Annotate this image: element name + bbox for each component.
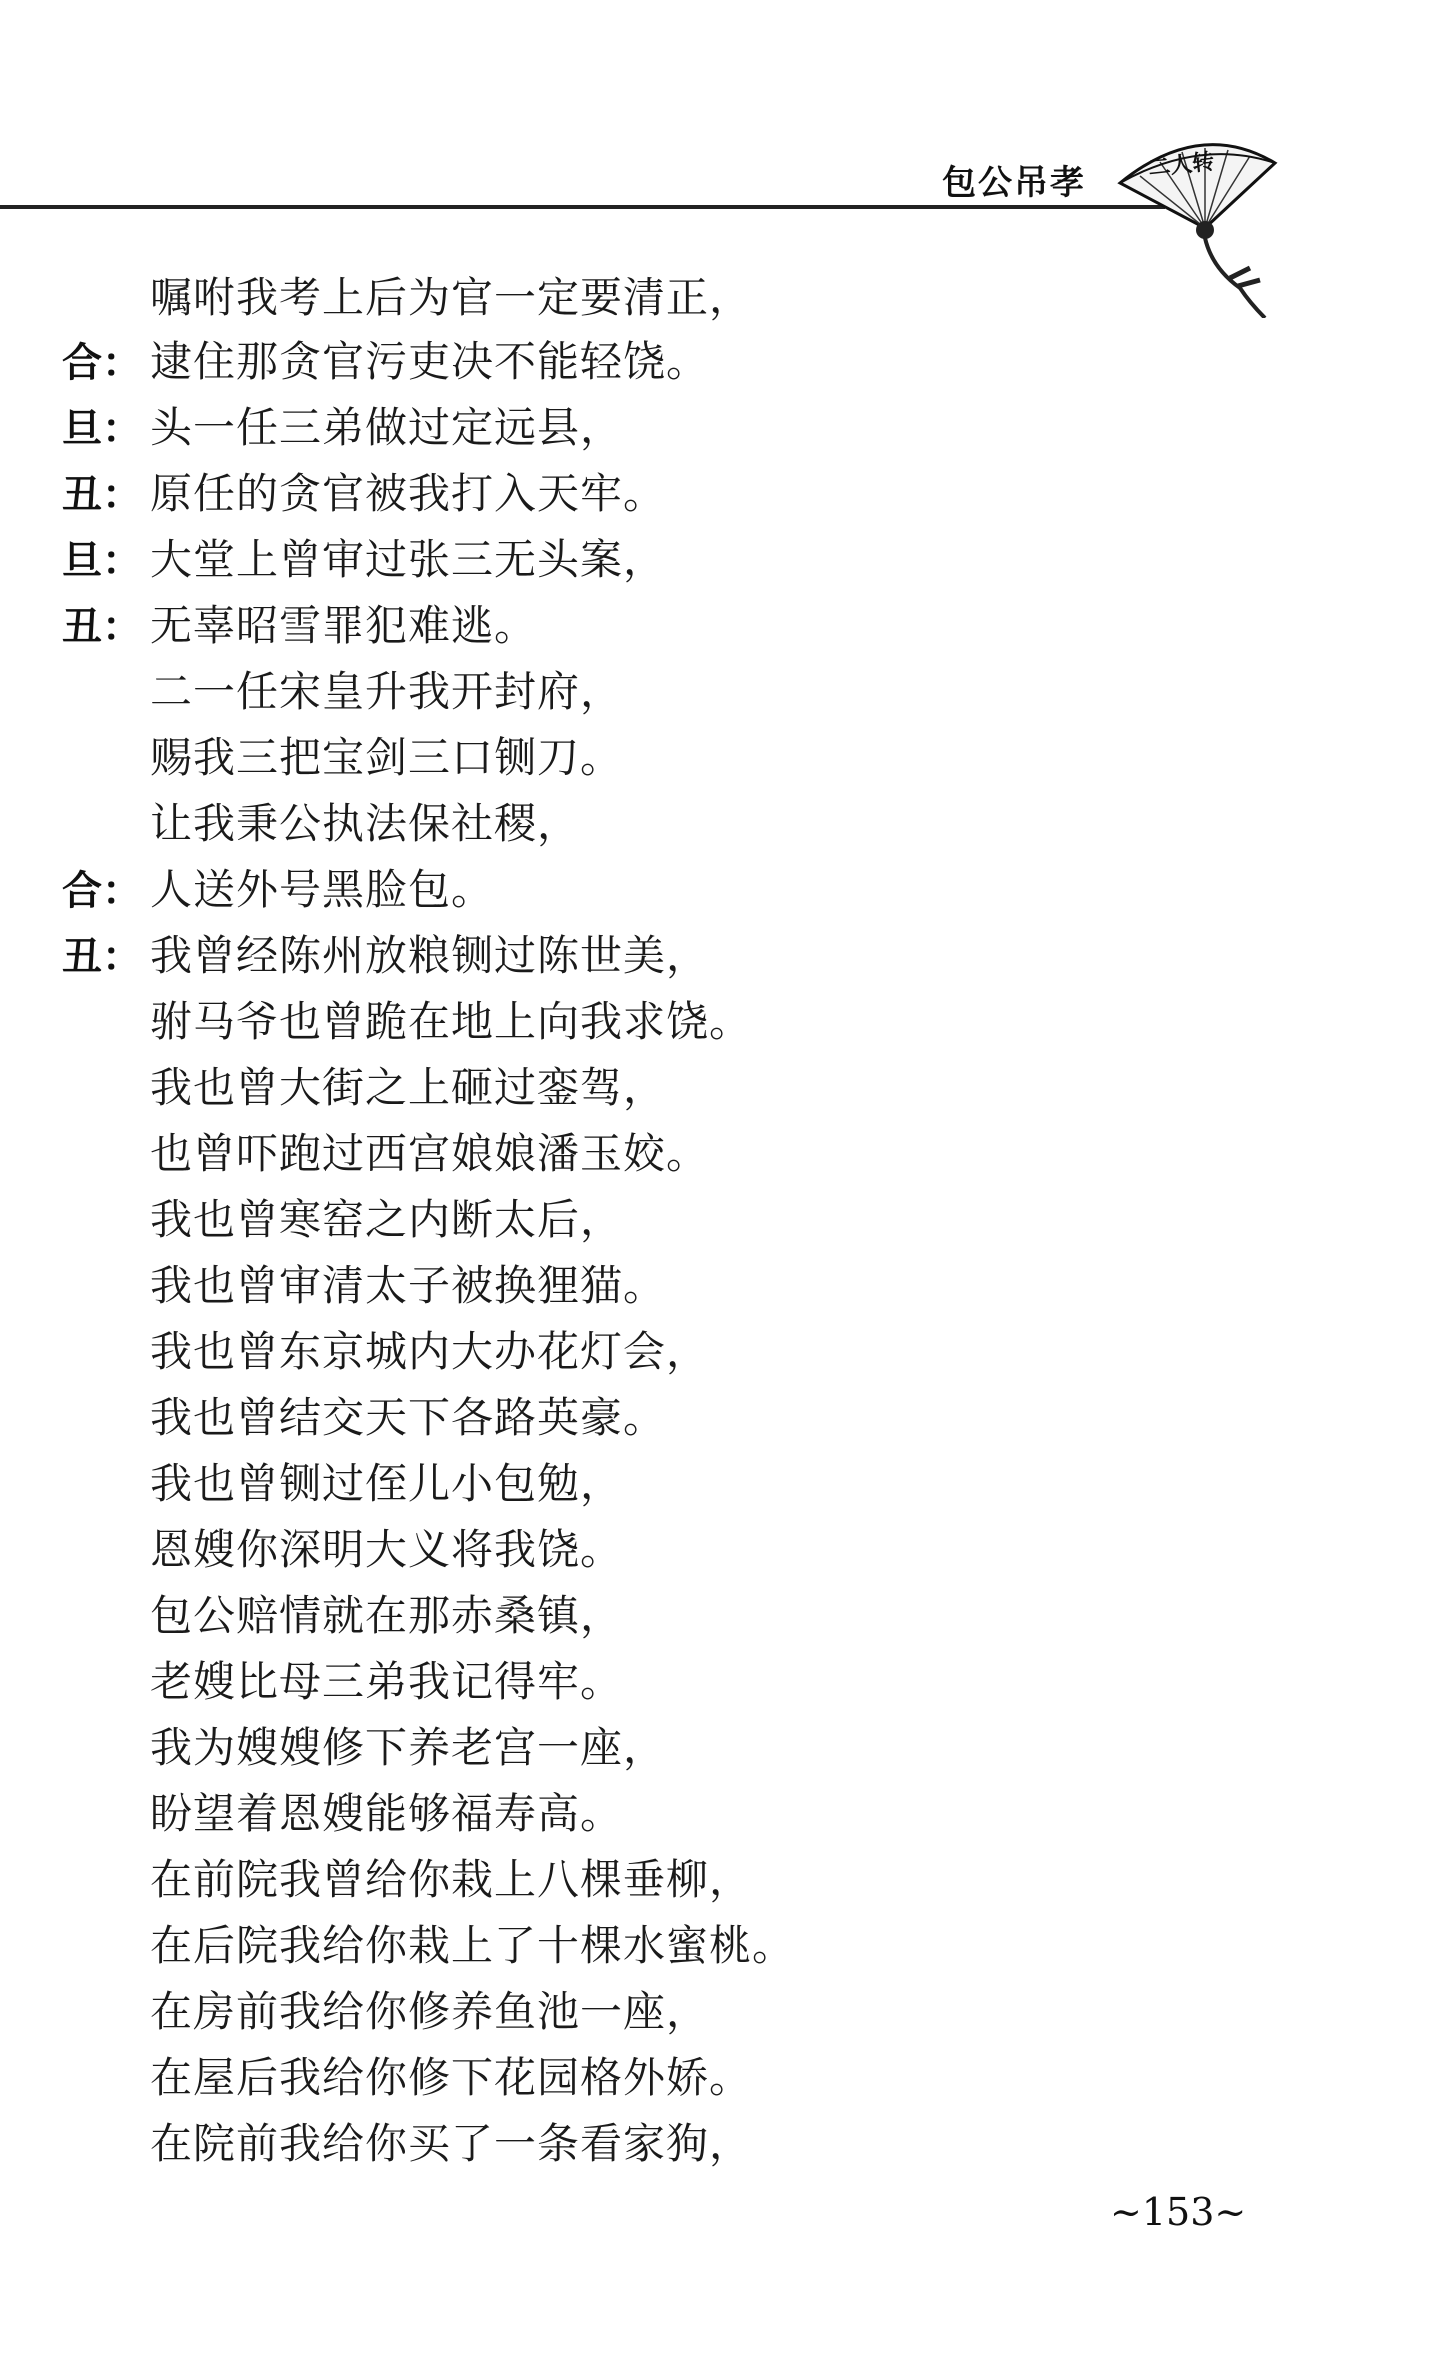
speaker-label: 合： (62, 339, 142, 386)
verse-text: 头一任三弟做过定远县， (150, 403, 624, 452)
verse-line (62, 1382, 666, 1448)
verse-line (62, 920, 709, 986)
verse-text: 我也曾结交天下各路英豪。 (150, 1393, 667, 1442)
verse-text: 驸马爷也曾跪在地上向我求饶。 (150, 997, 753, 1046)
verse-text: 我曾经陈州放粮铡过陈世美， (150, 931, 710, 980)
verse-text: 无辜昭雪罪犯难逃。 (150, 601, 538, 650)
running-head-title: 包公吊孝 (942, 163, 1086, 203)
verse-line (62, 854, 494, 920)
verse-line (62, 1448, 623, 1514)
verse-line (62, 656, 623, 722)
verse-line (62, 1580, 623, 1646)
verse-text: 我也曾大街之上砸过銮驾， (150, 1063, 667, 1112)
page-number: ~153~ (1110, 2190, 1247, 2234)
speaker-label: 合： (62, 867, 142, 914)
verse-line (62, 1316, 709, 1382)
verse-line (62, 1976, 709, 2042)
verse-text: 我为嫂嫂修下养老宫一座， (150, 1723, 667, 1772)
verse-line (62, 1712, 666, 1778)
verse-line (62, 1910, 795, 1976)
verse-text: 我也曾东京城内大办花灯会， (150, 1327, 710, 1376)
verse-line (62, 1052, 666, 1118)
verse-text: 在后院我给你栽上了十棵水蜜桃。 (150, 1921, 796, 1970)
verse-text: 恩嫂你深明大义将我饶。 (150, 1525, 624, 1574)
verse-text: 在屋后我给你修下花园格外娇。 (150, 2053, 753, 2102)
verse-line (62, 1646, 623, 1712)
verse-text: 二一任宋皇升我开封府， (150, 667, 624, 716)
verse-line (62, 1778, 623, 1844)
verse-line (62, 458, 666, 524)
verse-line (62, 524, 666, 590)
verse-text: 盼望着恩嫂能够福寿高。 (150, 1789, 624, 1838)
verse-text: 人送外号黑脸包。 (150, 865, 495, 914)
verse-line (62, 722, 623, 788)
verse-text: 我也曾寒窑之内断太后， (150, 1195, 624, 1244)
verse-line (62, 326, 709, 392)
speaker-label: 丑： (62, 471, 142, 518)
verse-text: 逮住那贪官污吏决不能轻饶。 (150, 337, 710, 386)
verse-line (62, 1184, 623, 1250)
verse-line (62, 2108, 752, 2174)
series-label: 二人转 (1147, 149, 1216, 182)
verse-text: 也曾吓跑过西宫娘娘潘玉姣。 (150, 1129, 710, 1178)
verse-text: 嘱咐我考上后为官一定要清正， (150, 273, 753, 322)
verse-text: 在前院我曾给你栽上八棵垂柳， (150, 1855, 753, 1904)
verse-text: 赐我三把宝剑三口铡刀。 (150, 733, 624, 782)
verse-line (62, 262, 752, 328)
speaker-label: 旦： (62, 405, 142, 452)
verse-text: 在院前我给你买了一条看家狗， (150, 2119, 753, 2168)
verse-line (62, 2042, 752, 2108)
verse-line (62, 1118, 709, 1184)
verse-line (62, 1514, 623, 1580)
speaker-label: 旦： (62, 537, 142, 584)
header-rule (0, 205, 1165, 209)
verse-text: 原任的贪官被我打入天牢。 (150, 469, 667, 518)
verse-line (62, 590, 537, 656)
verse-text: 我也曾铡过侄儿小包勉， (150, 1459, 624, 1508)
verse-line (62, 1250, 666, 1316)
verse-line (62, 986, 752, 1052)
verse-line (62, 788, 580, 854)
verse-text: 让我秉公执法保社稷， (150, 799, 581, 848)
verse-line (62, 392, 623, 458)
verse-text: 在房前我给你修养鱼池一座， (150, 1987, 710, 2036)
verse-text: 大堂上曾审过张三无头案， (150, 535, 667, 584)
verse-text: 我也曾审清太子被换狸猫。 (150, 1261, 667, 1310)
speaker-label: 丑： (62, 933, 142, 980)
verse-text: 包公赔情就在那赤桑镇， (150, 1591, 624, 1640)
verse-line (62, 1844, 752, 1910)
speaker-label: 丑： (62, 603, 142, 650)
verse-text: 老嫂比母三弟我记得牢。 (150, 1657, 624, 1706)
